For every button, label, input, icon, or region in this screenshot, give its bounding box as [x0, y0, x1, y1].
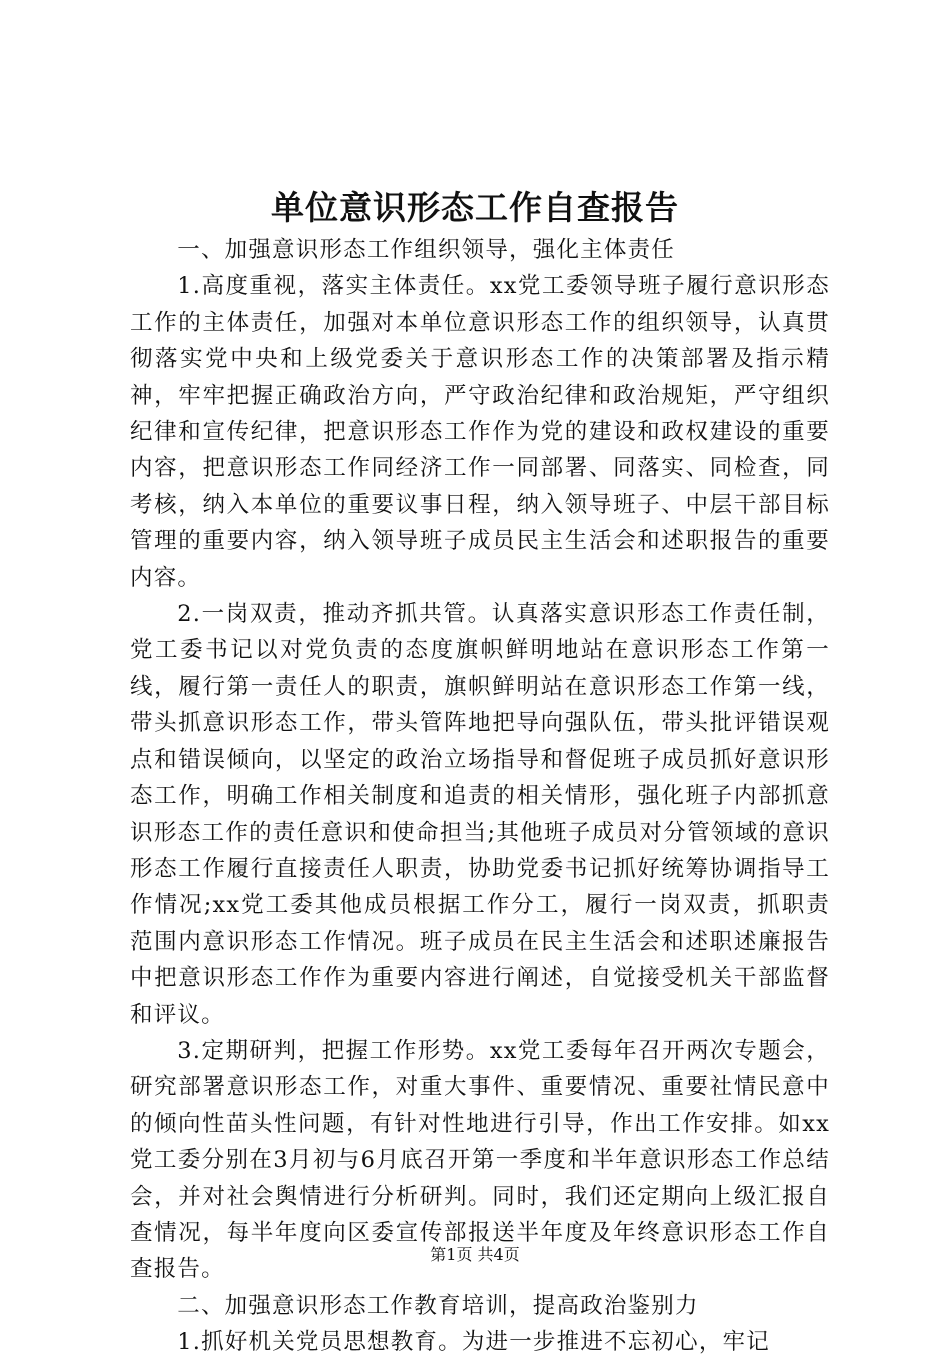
- page-number-footer: 第1页 共4页: [430, 1245, 520, 1264]
- body-paragraph: 3.定期研判，把握工作形势。xx党工委每年召开两次专题会，研究部署意识形态工作，对重大事件、重要情况、重要社情民意中的倾向性苗头性问题，有针对性地进行引导，作出工作安排。如xx党工委分别在3月初与6月底召开第一季度和半年意识形态工作总结会，并对社会舆情进行分析研判。同时，我们还定期向上级汇报自查情况，每半年度向区委宣传部报送半年度及年终意识形态工作自查报告。: [130, 1037, 830, 1283]
- body-paragraph: 1.抓好机关党员思想教育。为进一步推进不忘初心，牢记: [177, 1329, 770, 1356]
- body-paragraph: 2.一岗双责，推动齐抓共管。认真落实意识形态工作责任制，党工委书记以对党负责的态度旗帜鲜明地站在意识形态工作第一线，履行第一责任人的职责，旗帜鲜明站在意识形态工作第一线，带头抓意识形态工作，带头管阵地把导向强队伍，带头批评错误观点和错误倾向，以坚定的政治立场指导和督促班子成员抓好意识形态工作，明确工作相关制度和追责的相关情形，强化班子内部抓意识形态工作的责任意识和使命担当;其他班子成员对分管领域的意识形态工作履行直接责任人职责，协助党委书记抓好统筹协调指导工作情况;xx党工委其他成员根据工作分工，履行一岗双责，抓职责范围内意识形态工作情况。班子成员在民主生活会和述职述廉报告中把意识形态工作作为重要内容进行阐述，自觉接受机关干部监督和评议。: [130, 601, 830, 1028]
- document-body: [130, 232, 830, 1361]
- section-heading-2: 二、加强意识形态工作教育培训，提高政治鉴别力: [177, 1292, 699, 1319]
- body-paragraph: 1.高度重视，落实主体责任。xx党工委领导班子履行意识形态工作的主体责任，加强对本单位意识形态工作的组织领导，认真贯彻落实党中央和上级党委关于意识形态工作的决策部署及指示精神，牢牢把握正确政治方向，严守政治纪律和政治规矩，严守组织纪律和宣传纪律，把意识形态工作作为党的建设和政权建设的重要内容，把意识形态工作同经济工作一同部署、同落实、同检查，同考核，纳入本单位的重要议事日程，纳入领导班子、中层干部目标管理的重要内容，纳入领导班子成员民主生活会和述职报告的重要内容。: [130, 273, 830, 591]
- document-title: 单位意识形态工作自查报告: [271, 188, 679, 227]
- section-heading-1: 一、加强意识形态工作组织领导，强化主体责任: [177, 237, 675, 263]
